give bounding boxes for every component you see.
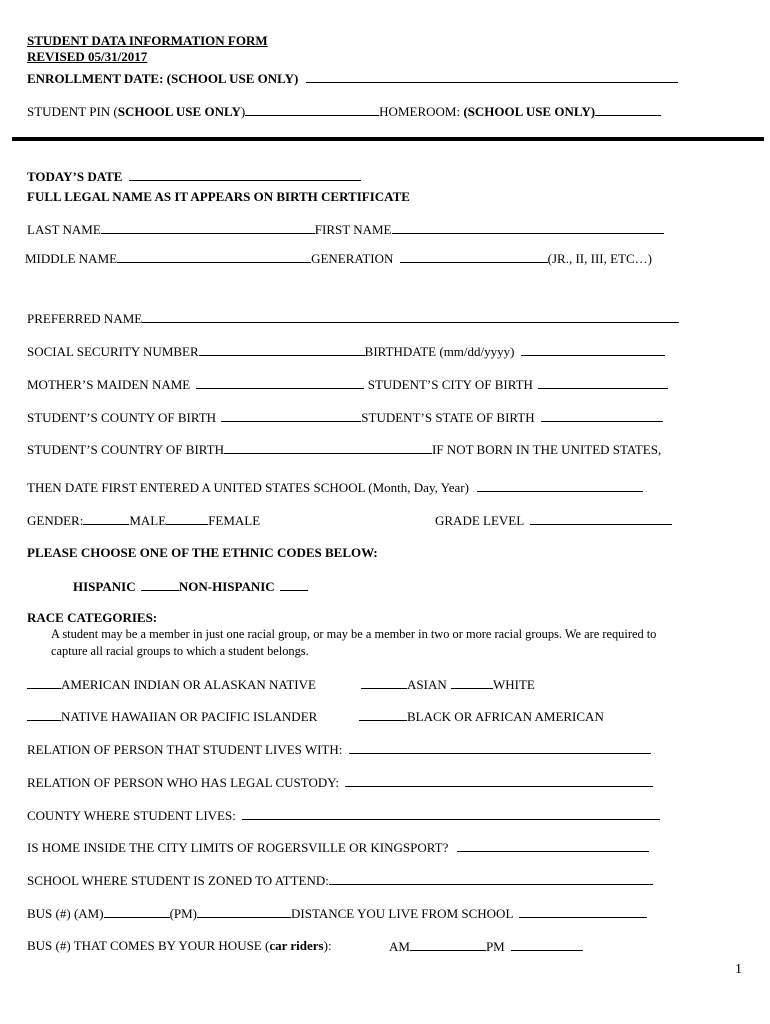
enrollment-date-field[interactable] [306,70,678,83]
hawaiian-label: NATIVE HAWAIIAN OR PACIFIC ISLANDER [61,709,318,724]
student-pin-label: STUDENT PIN (SCHOOL USE ONLY) [27,104,246,119]
student-pin-field[interactable] [245,103,379,116]
race-row-1 [27,676,316,693]
maiden-name-row [27,376,668,393]
city-of-birth-label: STUDENT’S CITY OF BIRTH [367,377,533,392]
county-of-birth-label: STUDENT’S COUNTY OF BIRTH [27,410,217,425]
hispanic-label: HISPANIC [73,579,136,594]
female-label: FEMALE [208,513,261,528]
bus-house-label: BUS (#) THAT COMES BY YOUR HOUSE (car riders): [27,938,332,953]
first-us-school-row [27,479,643,496]
city-limits-field[interactable] [457,839,649,852]
enrollment-date-label: ENROLLMENT DATE: (SCHOOL USE ONLY) [27,71,299,86]
preferred-name-field[interactable] [142,310,679,323]
race-row-1-right [361,676,535,693]
race-note-line-2: capture all racial groups to which a student belongs. [51,644,309,658]
relation-custody-label: RELATION OF PERSON WHO HAS LEGAL CUSTODY: [27,775,340,790]
header-divider [12,137,764,141]
black-label: BLACK OR AFRICAN AMERICAN [407,709,604,724]
non-hispanic-field[interactable] [280,578,308,591]
race-note-line-1: A student may be a member in just one racial group, or may be a member in two or more racial groups. We are required to [51,627,657,641]
birthdate-label: BIRTHDATE (mm/dd/yyyy) [364,344,515,359]
gender-label: GENDER: [27,513,84,528]
gender-row [27,512,260,529]
todays-date-row [27,168,361,185]
bus-house-times [389,938,583,955]
last-name-field[interactable] [101,221,315,234]
form-title: STUDENT DATA INFORMATION FORM [27,33,268,48]
enrollment-date-row [27,70,678,87]
race-row-2-right [359,708,604,725]
middle-name-label: MIDDLE NAME [25,251,118,266]
city-of-birth-field[interactable] [538,376,668,389]
race-heading: RACE CATEGORIES: [27,610,158,625]
bus-row [27,905,647,922]
country-birth-row [27,441,661,458]
ethnic-heading: PLEASE CHOOSE ONE OF THE ETHNIC CODES BELOW: [27,545,378,560]
middle-name-row [25,250,652,267]
race-row-2 [27,708,317,725]
bus-pm-field[interactable] [197,905,291,918]
preferred-name-label: PREFERRED NAME [27,311,143,326]
grade-level-field[interactable] [530,512,672,525]
generation-hint: (JR., II, III, ETC…) [547,251,652,266]
page-number: 1 [735,962,742,977]
school-zoned-row [27,872,653,889]
pm-field[interactable] [511,938,583,951]
ssn-row [27,343,665,360]
name-row [27,221,664,238]
male-field[interactable] [83,512,129,525]
last-name-label: LAST NAME [27,222,101,237]
pm-label: PM [485,939,505,954]
am-field[interactable] [410,938,486,951]
white-field[interactable] [451,676,493,689]
student-pin-row [27,103,661,120]
first-us-school-label: THEN DATE FIRST ENTERED A UNITED STATES SCHOOL (Month, Day, Year) [27,480,469,495]
grade-level-row [435,512,672,529]
asian-field[interactable] [361,676,407,689]
mothers-maiden-field[interactable] [196,376,364,389]
asian-label: ASIAN [407,677,447,692]
county-birth-row [27,409,663,426]
generation-label: GENERATION [311,251,394,266]
country-of-birth-field[interactable] [224,441,432,454]
country-of-birth-label: STUDENT’S COUNTRY OF BIRTH [27,442,224,457]
birthdate-field[interactable] [521,343,665,356]
generation-field[interactable] [400,250,548,263]
todays-date-label: TODAY’S DATE [27,169,123,184]
if-not-born-note: IF NOT BORN IN THE UNITED STATES, [432,442,662,457]
am-label: AM [389,939,410,954]
city-limits-label: IS HOME INSIDE THE CITY LIMITS OF ROGERSVILLE OR KINGSPORT? [27,840,449,855]
bus-am-label: BUS (#) (AM) [27,906,104,921]
american-indian-label: AMERICAN INDIAN OR ALASKAN NATIVE [61,677,316,692]
female-field[interactable] [166,512,208,525]
hawaiian-field[interactable] [27,708,61,721]
first-us-school-field[interactable] [477,479,643,492]
city-limits-row [27,839,649,856]
county-lives-row [27,807,660,824]
first-name-label: FIRST NAME [314,222,392,237]
distance-field[interactable] [519,905,647,918]
non-hispanic-label: NON-HISPANIC [178,579,275,594]
distance-label: DISTANCE YOU LIVE FROM SCHOOL [291,906,513,921]
preferred-name-row [27,310,679,327]
school-zoned-field[interactable] [329,872,653,885]
white-label: WHITE [492,677,535,692]
county-lives-label: COUNTY WHERE STUDENT LIVES: [27,808,236,823]
relation-custody-row [27,774,653,791]
relation-custody-field[interactable] [345,774,653,787]
male-label: MALE [129,513,167,528]
black-field[interactable] [359,708,407,721]
relation-lives-label: RELATION OF PERSON THAT STUDENT LIVES WITH: [27,742,343,757]
bus-pm-label: (PM) [169,906,198,921]
american-indian-field[interactable] [27,676,61,689]
grade-level-label: GRADE LEVEL [435,513,524,528]
bus-am-field[interactable] [104,905,170,918]
homeroom-field[interactable] [595,103,661,116]
ssn-field[interactable] [199,343,365,356]
first-name-field[interactable] [392,221,664,234]
relation-lives-row [27,741,651,758]
hispanic-field[interactable] [141,578,179,591]
ethnic-codes-row [73,578,308,595]
state-of-birth-label: STUDENT’S STATE OF BIRTH [361,410,535,425]
revised-date: REVISED 05/31/2017 [27,49,148,64]
todays-date-field[interactable] [129,168,361,181]
state-of-birth-field[interactable] [541,409,663,422]
ssn-label: SOCIAL SECURITY NUMBER [27,344,199,359]
legal-name-heading: FULL LEGAL NAME AS IT APPEARS ON BIRTH CERTIFICATE [27,189,410,204]
bus-house-row [27,938,332,954]
homeroom-label: HOMEROOM: (SCHOOL USE ONLY) [379,104,596,119]
county-of-birth-field[interactable] [221,409,361,422]
mothers-maiden-label: MOTHER’S MAIDEN NAME [27,377,191,392]
county-lives-field[interactable] [242,807,660,820]
middle-name-field[interactable] [117,250,311,263]
relation-lives-field[interactable] [349,741,651,754]
school-zoned-label: SCHOOL WHERE STUDENT IS ZONED TO ATTEND: [27,873,329,888]
